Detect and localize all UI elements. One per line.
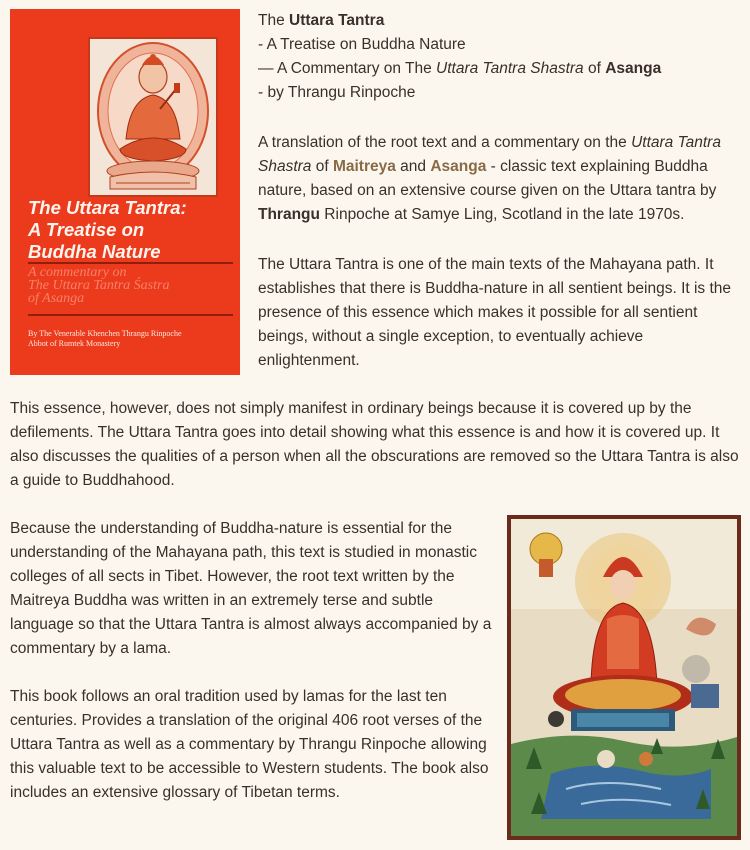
cover-title-line-2: A Treatise on	[28, 219, 145, 240]
paragraph-understanding: Because the understanding of Buddha-nature is essential for the understanding of the Mahayana path, this text is studied in monastic colleges of all sects in Tibet. However, the root text written by the Maitreya Buddha was written in an extremely terse and subtle language so that the Uttara Tantra is almost always accompanied by a commentary by a lama.	[10, 520, 492, 657]
header-commentary-asanga: Asanga	[605, 60, 662, 77]
header-title-prefix: The	[258, 12, 290, 29]
intro-italic-title: Uttara Tantra Shastra	[258, 134, 721, 175]
intro-text-5: Rinpoche at Samye Ling, Scotland in the late 1970s.	[320, 206, 685, 223]
maitreya-link[interactable]: Maitreya	[332, 158, 396, 175]
header-commentary-italic: Uttara Tantra Shastra	[436, 60, 584, 77]
cover-rule-top	[28, 262, 233, 264]
intro-text-2: of	[311, 158, 333, 175]
thangka-painting-image	[507, 515, 741, 840]
header-commentary-prefix: — A Commentary on The	[258, 60, 437, 77]
header-title-bold: Uttara Tantra	[289, 12, 385, 29]
header-commentary-mid: of	[583, 60, 606, 77]
cover-subtitle-line-3: of Asanga	[28, 291, 85, 306]
cover-title	[28, 197, 233, 263]
intro-paragraph	[258, 131, 740, 227]
cover-buddha-illustration	[88, 37, 218, 197]
cover-subtitle-line-1: A commentary on	[28, 265, 127, 280]
cover-rule-bottom	[28, 314, 233, 316]
book-cover-image	[10, 9, 240, 375]
header-line-subtitle: - A Treatise on Buddha Nature	[258, 36, 466, 53]
cover-author-line-2: Abbot of Rumtek Monastery	[28, 339, 121, 348]
intro-text-3: and	[395, 158, 431, 175]
header-line-title	[258, 9, 738, 33]
cover-subtitle-line-2: The Uttara Tantra Śastra	[28, 278, 170, 293]
paragraph-mahayana: The Uttara Tantra is one of the main texts of the Mahayana path. It establishes that there is Buddha-nature in all sentient beings. It is the presence of this essence which makes it possible for all sentient beings, without a single exception, to eventually achieve enlightenment.	[258, 256, 732, 369]
book-header	[258, 9, 738, 105]
header-line-author: - by Thrangu Rinpoche	[258, 84, 416, 101]
cover-author	[28, 329, 238, 349]
cover-subtitle	[28, 266, 233, 305]
header-line-commentary	[258, 57, 738, 81]
asanga-link[interactable]: Asanga	[430, 158, 487, 175]
cover-author-line-1: By The Venerable Khenchen Thrangu Rinpoche	[28, 329, 182, 338]
paragraph-oral-tradition: This book follows an oral tradition used by lamas for the last ten centuries. Provides a translation of the original 406 root verses of the Uttara Tantra as well as a commentary by Thrangu Rinpoche allowing this valuable text to be accessible to Western students. The book also includes an extensive glossary of Tibetan terms.	[10, 688, 489, 801]
intro-text-1: A translation of the root text and a commentary on the	[258, 134, 632, 151]
intro-text-4: - classic text explaining Buddha nature, based on an extensive course given on the Uttara tantra by	[258, 158, 717, 199]
intro-thrangu-bold: Thrangu	[258, 206, 320, 223]
paragraph-essence: This essence, however, does not simply manifest in ordinary beings because it is covered up by the defilements. The Uttara Tantra goes into detail showing what this essence is and how it is covered up. It also discusses the qualities of a person when all the obscurations are removed so the Uttara Tantra is also a guide to Buddhahood.	[10, 400, 739, 489]
cover-title-line-1: The Uttara Tantra:	[28, 197, 187, 218]
cover-title-line-3: Buddha Nature	[28, 241, 161, 262]
